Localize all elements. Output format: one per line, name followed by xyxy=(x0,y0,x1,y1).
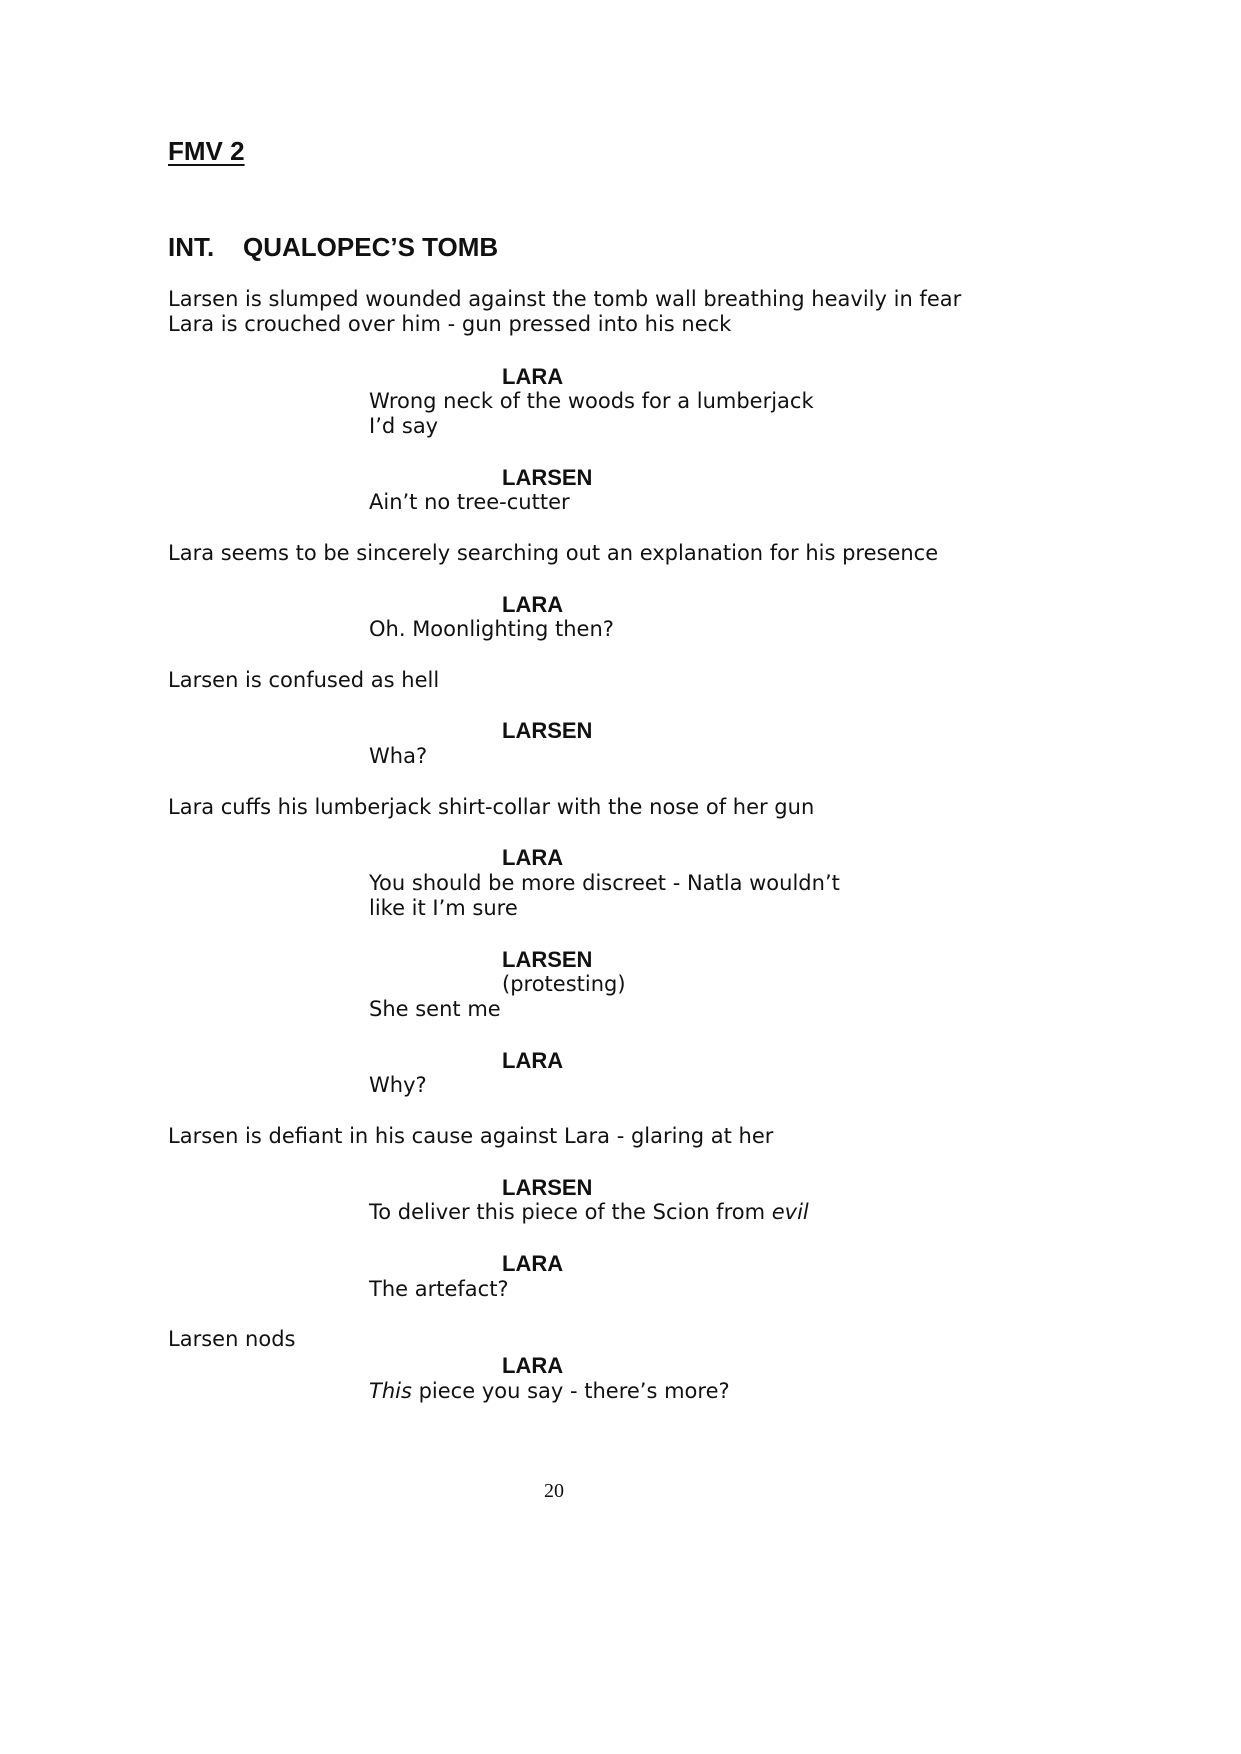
scene-heading xyxy=(168,232,498,263)
character-cue: LARA xyxy=(502,1353,564,1378)
dialogue-emphasis: This xyxy=(369,1379,412,1403)
action-line: Lara is crouched over him - gun pressed into his neck xyxy=(168,312,732,336)
character-cue: LARA xyxy=(502,1048,564,1073)
action-line: Lara seems to be sincerely searching out an explanation for his presence xyxy=(168,541,939,565)
dialogue-line: like it I’m sure xyxy=(369,896,518,920)
dialogue-line: Oh. Moonlighting then? xyxy=(369,617,614,641)
dialogue-line: Wha? xyxy=(369,744,428,768)
character-cue: LARA xyxy=(502,1251,564,1276)
dialogue-text: To deliver this piece of the Scion from xyxy=(369,1200,772,1224)
dialogue-emphasis: evil xyxy=(771,1200,809,1224)
scene-heading-int: INT. xyxy=(168,232,215,262)
dialogue-text: piece you say - there’s more? xyxy=(411,1379,730,1403)
character-cue: LARA xyxy=(502,592,564,617)
action-line: Larsen is slumped wounded against the tomb wall breathing heavily in fear xyxy=(168,287,962,311)
character-cue: LARSEN xyxy=(502,465,593,490)
character-cue: LARA xyxy=(502,364,564,389)
dialogue-line: Wrong neck of the woods for a lumberjack xyxy=(369,389,814,413)
action-line: Larsen is confused as hell xyxy=(168,668,440,692)
character-cue: LARSEN xyxy=(502,947,593,972)
section-title: FMV 2 xyxy=(168,136,245,166)
dialogue-line: Ain’t no tree-cutter xyxy=(369,490,570,514)
parenthetical: (protesting) xyxy=(502,972,626,996)
character-cue: LARSEN xyxy=(502,1175,593,1200)
dialogue-line: I’d say xyxy=(369,414,439,438)
scene-heading-location: QUALOPEC’S TOMB xyxy=(243,232,499,262)
character-cue: LARA xyxy=(502,845,564,870)
dialogue-line: She sent me xyxy=(369,997,501,1021)
character-cue: LARSEN xyxy=(502,718,593,743)
dialogue-line xyxy=(369,1200,809,1224)
page-number: 20 xyxy=(544,1480,564,1502)
dialogue-line: You should be more discreet - Natla wouldn’t xyxy=(369,871,840,895)
dialogue-line: The artefact? xyxy=(369,1277,509,1301)
dialogue-line: Why? xyxy=(369,1073,427,1097)
action-line: Larsen is defiant in his cause against Lara - glaring at her xyxy=(168,1124,774,1148)
action-line: Larsen nods xyxy=(168,1327,296,1351)
action-line: Lara cuffs his lumberjack shirt-collar with the nose of her gun xyxy=(168,795,815,819)
dialogue-line xyxy=(369,1379,730,1403)
